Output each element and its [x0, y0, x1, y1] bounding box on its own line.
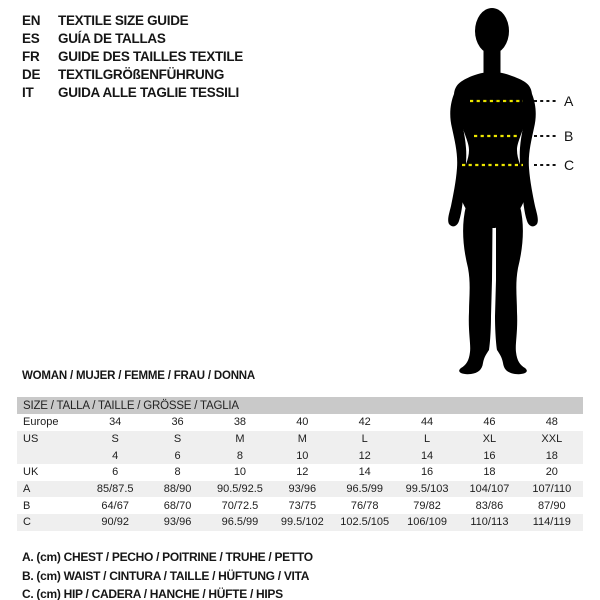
lang-title: GUIDA ALLE TAGLIE TESSILI	[58, 85, 239, 100]
size-cell: 18	[545, 449, 558, 462]
woman-silhouette-figure	[430, 4, 595, 376]
lang-title: GUÍA DE TALLAS	[58, 31, 166, 46]
lang-row-en	[22, 12, 243, 30]
size-cell: 93/96	[163, 516, 192, 529]
lang-code: IT	[22, 85, 34, 100]
row-label	[17, 447, 84, 464]
size-cell: 14	[420, 449, 434, 462]
lang-row-de	[22, 66, 243, 84]
size-cell: 70/72.5	[221, 499, 259, 512]
size-cell: 106/109	[407, 516, 447, 529]
measure-label-b: B	[564, 128, 574, 144]
size-cell: 20	[545, 466, 558, 479]
size-cell: M	[235, 433, 245, 446]
lang-row-it	[22, 84, 243, 102]
language-title-block	[22, 12, 243, 102]
size-table-row	[17, 447, 583, 464]
lang-row-fr	[22, 48, 243, 66]
size-cell: 40	[296, 416, 309, 429]
lang-code: EN	[22, 13, 41, 28]
size-cell: 10	[233, 466, 247, 479]
size-cell: 93/96	[288, 483, 317, 496]
lang-row-es	[22, 30, 243, 48]
size-cell: 34	[109, 416, 122, 429]
size-cell: 6	[112, 466, 119, 479]
lang-title: TEXTILGRÖßENFÜHRUNG	[58, 67, 225, 82]
row-label: US	[23, 433, 39, 446]
size-cell: 44	[420, 416, 434, 429]
size-cell: XL	[482, 433, 497, 446]
size-cell: 96.5/99	[221, 516, 259, 529]
size-cell: 90.5/92.5	[217, 483, 263, 496]
size-cell: 87/90	[538, 499, 566, 512]
size-cell: 104/107	[469, 483, 510, 496]
size-cell: 76/78	[350, 499, 379, 512]
lang-title: TEXTILE SIZE GUIDE	[58, 13, 189, 28]
size-table-row	[17, 431, 583, 448]
size-table-row	[17, 414, 583, 431]
size-cell: 85/87.5	[96, 483, 134, 496]
silhouette-right-leg	[495, 206, 527, 374]
lang-code: ES	[22, 31, 40, 46]
size-cell: M	[297, 433, 307, 446]
size-cell: 8	[174, 466, 181, 479]
size-cell: 6	[174, 449, 181, 462]
lang-code: DE	[22, 67, 41, 82]
size-cell: 96.5/99	[346, 483, 384, 496]
silhouette-left-leg	[459, 206, 492, 374]
size-table	[17, 397, 583, 531]
size-cell: XXL	[541, 433, 563, 446]
size-cell: 102.5/105	[340, 516, 390, 529]
lang-title: GUIDE DES TAILLES TEXTILE	[58, 49, 244, 64]
size-cell: 110/113	[470, 516, 509, 529]
size-cell: 114/119	[532, 516, 571, 529]
size-cell: 99.5/103	[405, 483, 449, 496]
size-cell: 68/70	[163, 499, 192, 512]
size-cell: S	[173, 433, 182, 446]
size-cell: 8	[236, 449, 243, 462]
size-cell: 107/110	[532, 483, 572, 496]
size-cell: 83/86	[475, 499, 504, 512]
legend-line-hip: C. (cm) HIP / CADERA / HANCHE / HÜFTE / HIPS	[22, 587, 283, 600]
size-cell: 79/82	[413, 499, 441, 512]
size-cell: 38	[233, 416, 247, 429]
size-cell: 99.5/102	[280, 516, 324, 529]
size-table-row	[17, 497, 583, 514]
row-label: Europe	[23, 416, 59, 429]
size-cell: 42	[358, 416, 371, 429]
category-title: WOMAN / MUJER / FEMME / FRAU / DONNA	[22, 370, 256, 382]
size-cell: 88/90	[163, 483, 192, 496]
measurement-legend	[22, 548, 313, 600]
size-cell: 48	[545, 416, 558, 429]
row-label: A	[23, 483, 31, 496]
size-cell: 16	[483, 449, 496, 462]
size-cell: 90/92	[101, 516, 129, 529]
size-cell: 4	[112, 449, 119, 462]
lang-code: FR	[22, 49, 40, 64]
row-label: UK	[23, 466, 39, 479]
size-table-row	[17, 514, 583, 531]
legend-line-waist: B. (cm) WAIST / CINTURA / TAILLE / HÜFTUNG / VITA	[22, 568, 310, 583]
woman-silhouette	[448, 8, 538, 374]
size-cell: 12	[296, 466, 309, 479]
size-cell: 12	[358, 449, 371, 462]
size-cell: L	[361, 433, 368, 446]
legend-line-chest: A. (cm) CHEST / PECHO / POITRINE / TRUHE / PETTO	[22, 550, 313, 564]
size-table-row	[17, 481, 583, 498]
size-cell: 18	[483, 466, 496, 479]
size-table-header: SIZE / TALLA / TAILLE / GRÖSSE / TAGLIA	[17, 397, 583, 414]
size-cell: 10	[296, 449, 309, 462]
size-cell: 36	[171, 416, 184, 429]
row-label: C	[23, 516, 31, 529]
size-cell: 73/75	[288, 499, 317, 512]
size-cell: 64/67	[101, 499, 129, 512]
size-table-row	[17, 464, 583, 481]
size-cell: L	[424, 433, 431, 446]
measure-label-c: C	[564, 157, 575, 173]
size-cell: 46	[483, 416, 496, 429]
row-label: B	[23, 499, 31, 512]
measure-label-a: A	[564, 93, 574, 109]
size-cell: 14	[358, 466, 371, 479]
size-table-header-row	[17, 397, 583, 414]
size-cell: 16	[420, 466, 434, 479]
size-cell: S	[111, 433, 119, 446]
